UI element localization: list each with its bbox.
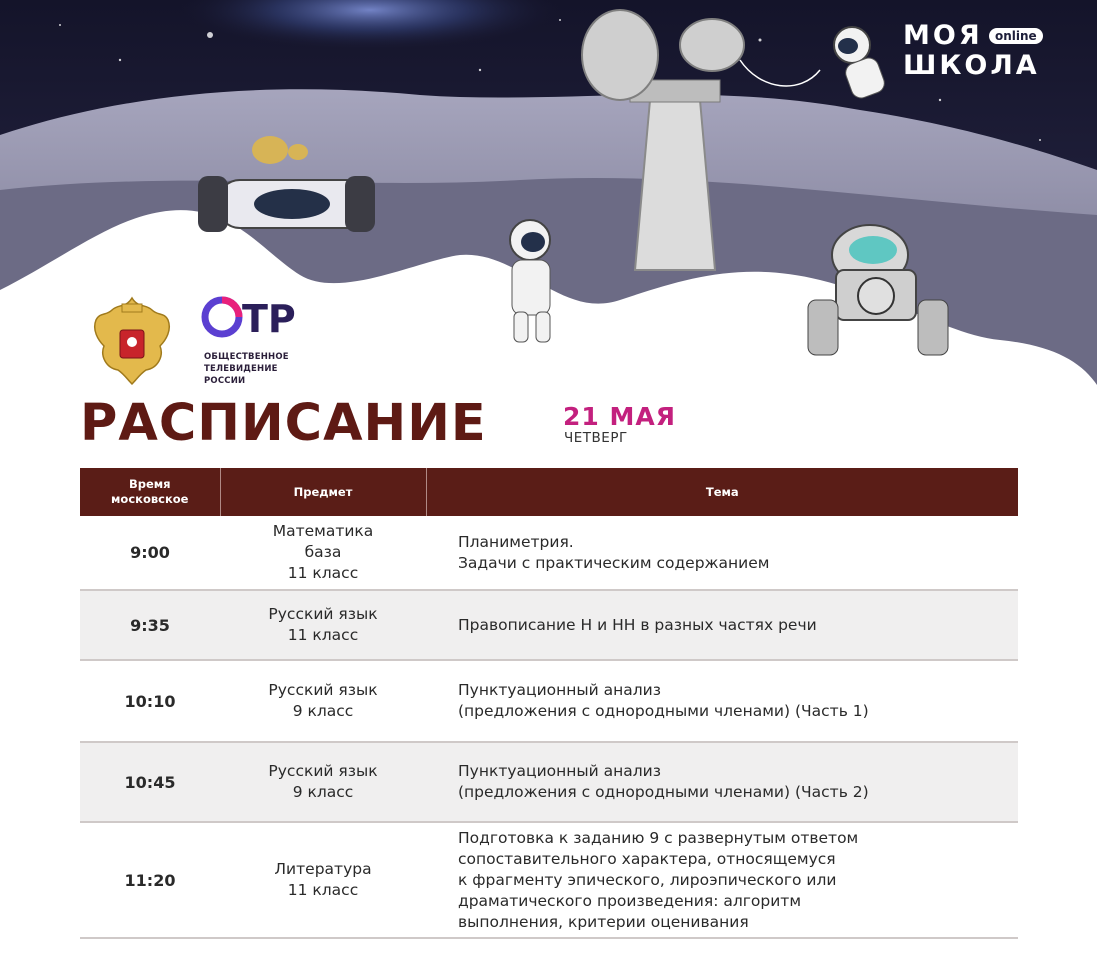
subject-line: 9 класс	[292, 783, 354, 801]
subject-line: 11 класс	[287, 626, 359, 644]
lesson-subject	[220, 660, 426, 742]
subject-line: 11 класс	[287, 881, 359, 899]
subject-line: Русский язык	[268, 681, 378, 699]
lesson-subject	[220, 822, 426, 938]
lesson-topic: Планиметрия. Задачи с практическим содержанием	[426, 516, 1018, 590]
lesson-topic: Правописание Н и НН в разных частях речи	[426, 590, 1018, 660]
lesson-topic: Пунктуационный анализ (предложения с однородными членами) (Часть 1)	[426, 660, 1018, 742]
otr-caption	[204, 351, 289, 387]
schedule-weekday: ЧЕТВЕРГ	[564, 430, 628, 446]
schedule-table	[80, 468, 1018, 939]
lesson-time: 10:10	[80, 660, 220, 742]
subject-line: Русский язык	[268, 762, 378, 780]
lesson-time: 9:00	[80, 516, 220, 590]
lesson-time: 10:45	[80, 742, 220, 822]
table-row	[80, 590, 1018, 660]
schedule-date: 21 МАЯ	[563, 402, 676, 431]
lesson-subject	[220, 590, 426, 660]
lesson-topic: Подготовка к заданию 9 с развернутым ответом сопоставительного характера, относящемуся к фрагменту эпического, лироэпического или драматического произведения: алгоритм выполнения, критерии оценивания	[426, 822, 1018, 938]
otr-caption-line: ОБЩЕСТВЕННОЕ	[204, 352, 289, 362]
lesson-subject	[220, 516, 426, 590]
table-row	[80, 742, 1018, 822]
subject-line: Математика	[272, 522, 374, 540]
subject-line: 11 класс	[287, 564, 359, 582]
lesson-topic: Пунктуационный анализ (предложения с однородными членами) (Часть 2)	[426, 742, 1018, 822]
russian-coat-of-arms-icon	[82, 290, 182, 390]
column-header-topic: Тема	[426, 468, 1018, 516]
moya-shkola-logo	[903, 20, 1073, 90]
table-header-row	[80, 468, 1018, 516]
column-header-time: Время московское	[80, 468, 220, 516]
logo-line-1: МОЯ	[903, 20, 983, 51]
otr-caption-line: ТЕЛЕВИДЕНИЕ	[204, 364, 278, 374]
table-row	[80, 516, 1018, 590]
online-badge: online	[989, 28, 1043, 44]
lesson-subject	[220, 742, 426, 822]
otr-caption-line: РОССИИ	[204, 376, 246, 386]
lesson-time: 9:35	[80, 590, 220, 660]
subject-line: Русский язык	[268, 605, 378, 623]
otr-brand-mark	[200, 295, 316, 339]
otr-logo-text: TP	[242, 297, 296, 339]
subject-line: база	[304, 543, 342, 561]
table-row	[80, 822, 1018, 938]
column-header-subject: Предмет	[220, 468, 426, 516]
subject-line: 9 класс	[292, 702, 354, 720]
otr-logo	[200, 295, 370, 395]
subject-line: Литература	[274, 860, 372, 878]
page-title: РАСПИСАНИЕ	[80, 394, 487, 453]
logo-line-2: ШКОЛА	[903, 50, 1040, 81]
lesson-time: 11:20	[80, 822, 220, 938]
table-row	[80, 660, 1018, 742]
